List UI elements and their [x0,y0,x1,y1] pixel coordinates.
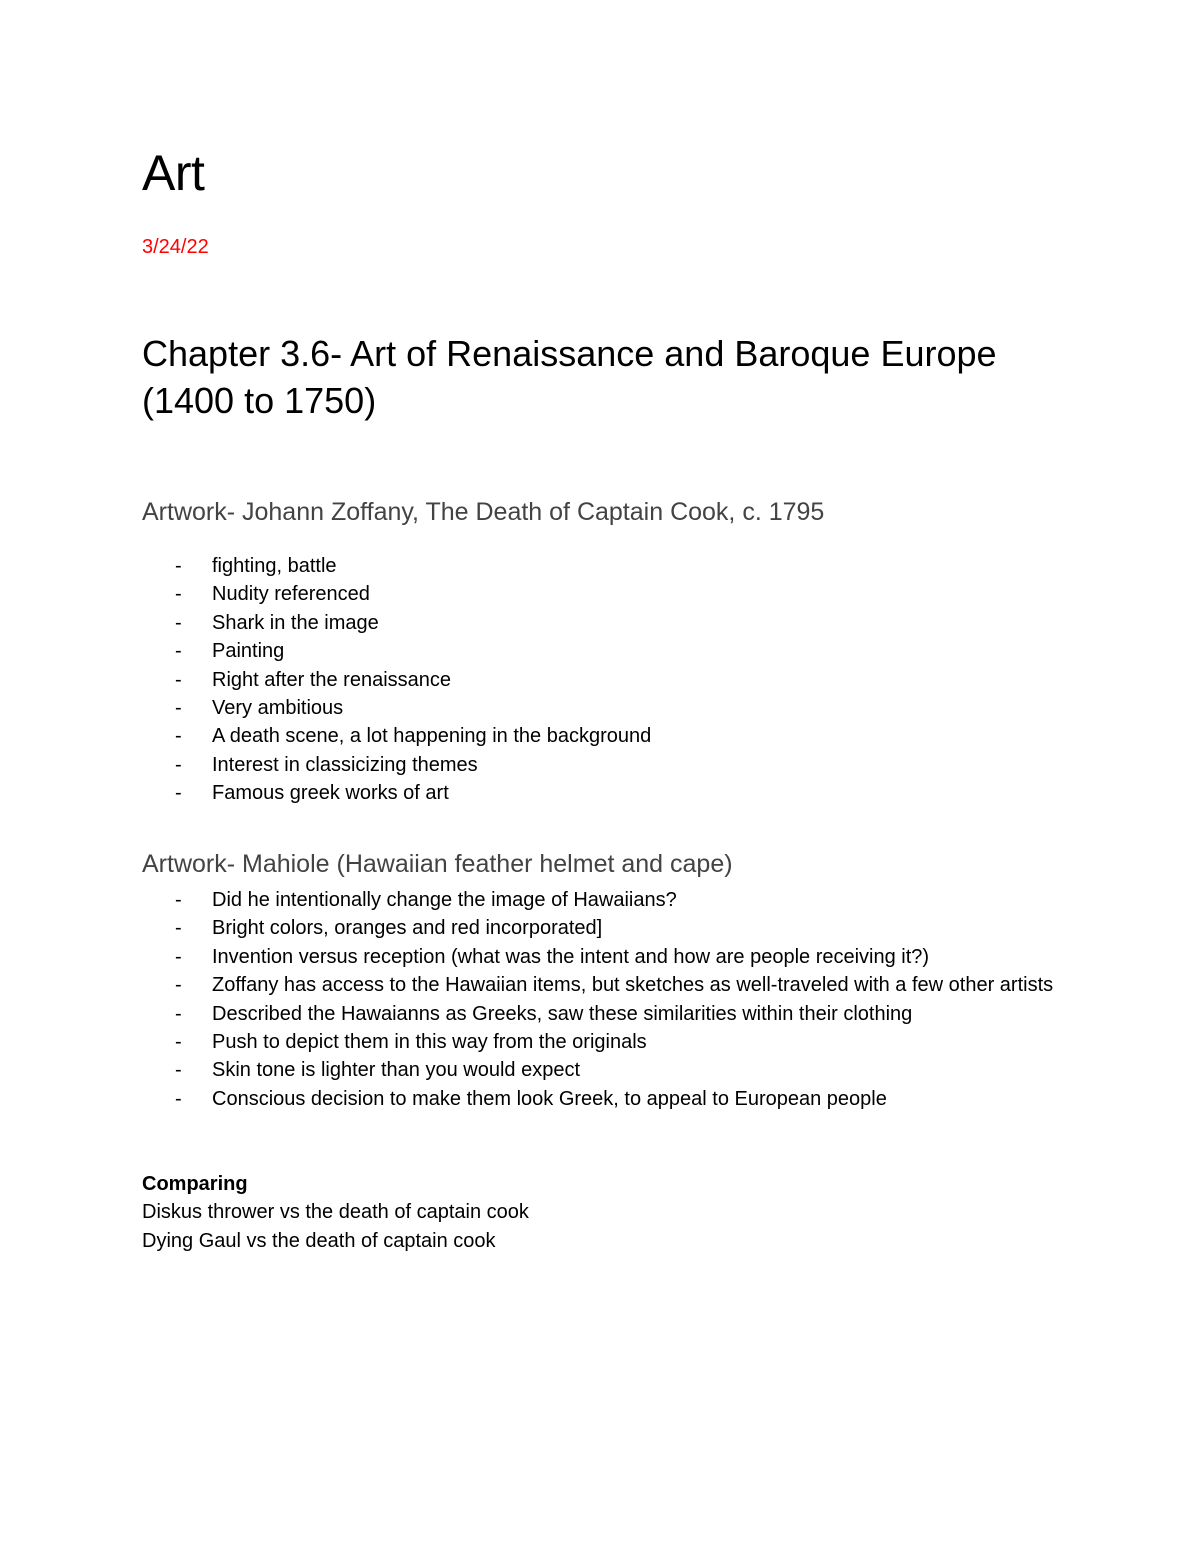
comparing-line: Diskus thrower vs the death of captain cook [142,1201,529,1224]
list-item [142,1085,1072,1113]
list-item-text: Push to depict them in this way from the originals [212,1031,647,1054]
document-date: 3/24/22 [142,236,209,258]
chapter-heading: Chapter 3.6- Art of Renaissance and Baroque Europe (1400 to 1750) [142,333,997,421]
list-item-text: Painting [212,640,285,663]
list-item-text: Conscious decision to make them look Greek, to appeal to European people [212,1087,887,1110]
list-item-text: Famous greek works of art [212,782,449,805]
bullet-dash: - [175,917,182,940]
list-item-text: Shark in the image [212,611,379,634]
list-item-text: Invention versus reception (what was the intent and how are people receiving it?) [212,945,930,968]
list-item-text: Bright colors, oranges and red incorporated] [212,917,603,940]
list-item [142,779,1072,807]
bullet-dash: - [175,1031,182,1054]
list-item [142,943,1072,971]
list-item [142,552,1072,580]
list-item [142,1000,1072,1028]
list-item-text: Zoffany has access to the Hawaiian items, but sketches as well-traveled with a few other artists [212,974,1054,997]
comparing-section [142,1170,1072,1255]
section-heading: Artwork- Johann Zoffany, The Death of Captain Cook, c. 1795 [142,498,825,526]
bullet-dash: - [175,555,182,577]
list-item-text: Described the Hawaianns as Greeks, saw these similarities within their clothing [212,1002,913,1025]
bullet-list [142,886,1072,1113]
list-item-text: fighting, battle [212,555,337,577]
list-item-text: Did he intentionally change the image of Hawaiians? [212,889,677,911]
bullet-dash: - [175,611,182,634]
list-item [142,886,1072,914]
comparing-heading: Comparing [142,1173,248,1195]
list-item [142,1056,1072,1084]
bullet-dash: - [175,640,182,663]
bullet-dash: - [175,1087,182,1110]
bullet-dash: - [175,1002,182,1025]
list-item [142,722,1072,750]
document-title: Art [142,145,205,201]
bullet-dash: - [175,1059,182,1082]
list-item [142,751,1072,779]
list-item-text: Right after the renaissance [212,668,452,691]
list-item-text: Nudity referenced [212,583,370,606]
bullet-list [142,552,1072,808]
list-item [142,666,1072,694]
bullet-dash: - [175,725,182,748]
bullet-dash: - [175,583,182,606]
section-captain-cook [142,494,1072,808]
bullet-dash: - [175,697,182,720]
list-item [142,914,1072,942]
list-item-text: Very ambitious [212,697,344,720]
list-item [142,694,1072,722]
bullet-dash: - [175,753,182,776]
list-item-text: Interest in classicizing themes [212,753,478,776]
bullet-dash: - [175,889,182,911]
list-item [142,971,1072,999]
list-item-text: Skin tone is lighter than you would expect [212,1059,580,1082]
section-heading: Artwork- Mahiole (Hawaiian feather helmet and cape) [142,850,733,878]
list-item [142,637,1072,665]
bullet-dash: - [175,668,182,691]
list-item-text: A death scene, a lot happening in the background [212,725,652,748]
list-item [142,580,1072,608]
list-item [142,609,1072,637]
bullet-dash: - [175,945,182,968]
bullet-dash: - [175,782,182,805]
list-item [142,1028,1072,1056]
comparing-line: Dying Gaul vs the death of captain cook [142,1229,496,1252]
bullet-dash: - [175,974,182,997]
section-mahiole [142,846,1072,1113]
